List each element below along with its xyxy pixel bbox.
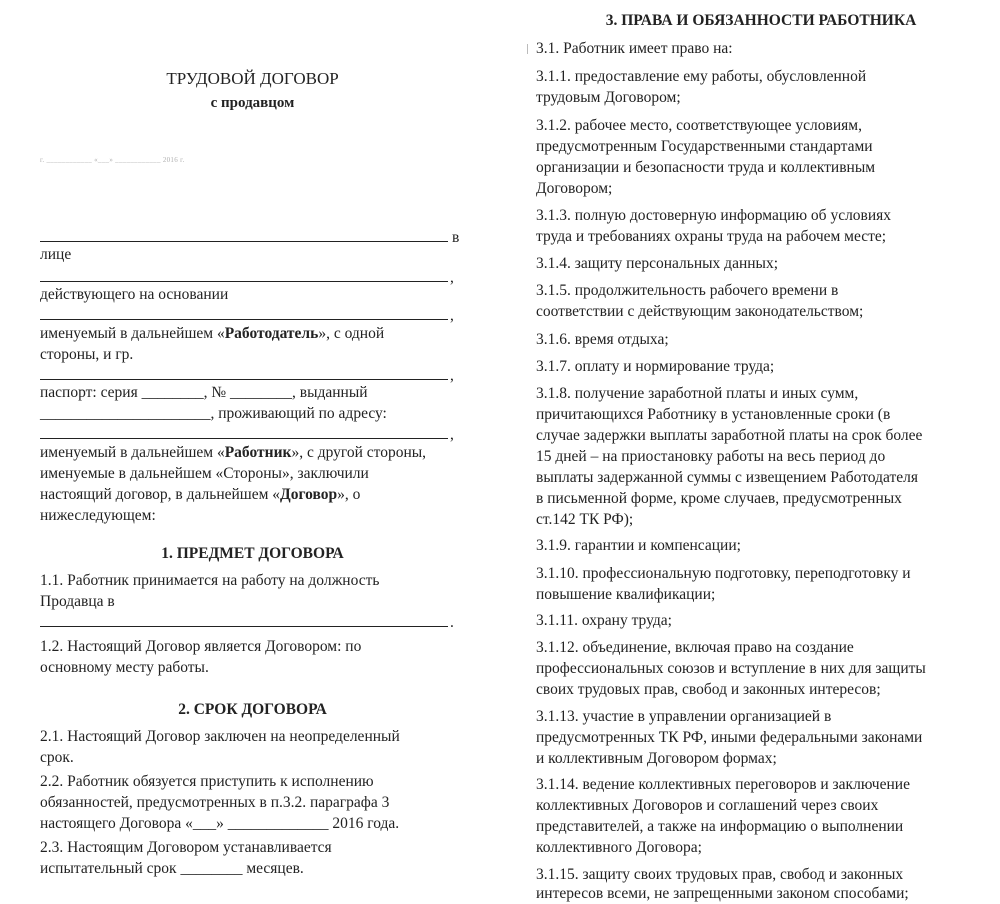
s3-line: ст.142 ТК РФ); bbox=[536, 511, 634, 528]
section3-heading: 3. ПРАВА И ОБЯЗАННОСТИ РАБОТНИКА bbox=[605, 12, 917, 29]
s3-line: случае задержки выплаты заработной платы на срок более bbox=[536, 427, 923, 444]
together-line: именуемые в дальнейшем «Стороны», заключили bbox=[40, 465, 369, 482]
s2-p2-line3: настоящего Договора «___» _____________ 2016 года. bbox=[40, 815, 400, 832]
s3-line: коллективных Договоров и соглашений через своих bbox=[536, 797, 879, 814]
s2-p3-line2: испытательный срок ________ месяцев. bbox=[40, 860, 304, 877]
acting-basis: действующего на основании bbox=[40, 286, 229, 303]
s3-line: 3.1.14. ведение коллективных переговоров и заключение bbox=[536, 776, 910, 793]
residing-line: ______________________, проживающий по адресу: bbox=[40, 405, 387, 422]
s3-line: 15 дней – на приостановку работы на весь период до bbox=[536, 448, 886, 465]
blank-line-address bbox=[40, 438, 448, 439]
s2-p2-line1: 2.2. Работник обязуется приступить к исполнению bbox=[40, 773, 374, 790]
s3-line: 3.1.15. защиту своих трудовых прав, свобод и законных bbox=[536, 866, 904, 883]
document-subtitle: с продавцом bbox=[210, 95, 295, 111]
s3-line: 3.1.6. время отдыха; bbox=[536, 331, 669, 348]
s1-p2-line2: основному месту работы. bbox=[40, 659, 209, 676]
s3-line: выплаты задержанной суммы с извещением Работодателя bbox=[536, 469, 918, 486]
s3-line: соответствии с действующим законодательством; bbox=[536, 303, 864, 320]
s3-line: 3.1.11. охрану труда; bbox=[536, 612, 672, 629]
s3-line: 3.1. Работник имеет право на: bbox=[536, 40, 733, 57]
s3-line: предусмотренным Государственными стандартами bbox=[536, 138, 873, 155]
s3-line: 3.1.4. защиту персональных данных; bbox=[536, 255, 779, 272]
s1-p1-line2: Продавца в bbox=[40, 593, 115, 610]
s3-line: труда и требованиях охраны труда на рабочем месте; bbox=[536, 228, 887, 245]
comma-2: , bbox=[450, 307, 454, 324]
contract-term: Договор bbox=[280, 486, 338, 503]
blank-line-position bbox=[40, 626, 448, 627]
s2-p3-line1: 2.3. Настоящим Договором устанавливается bbox=[40, 839, 332, 856]
comma-1: , bbox=[450, 269, 454, 286]
s3-line: предусмотренных ТК РФ, иными федеральными законами bbox=[536, 729, 923, 746]
s3-line: трудовым Договором; bbox=[536, 89, 681, 106]
s3-line: представителей, а также на информацию о выполнении bbox=[536, 818, 904, 835]
passport-line: паспорт: серия ________, № ________, выданный bbox=[40, 384, 368, 401]
margin-mark bbox=[527, 44, 528, 54]
trail-v: в bbox=[452, 229, 460, 246]
side-one: стороны, и гр. bbox=[40, 346, 134, 363]
s3-line: Договором; bbox=[536, 180, 613, 197]
blank-line-citizen bbox=[40, 379, 448, 380]
worker-term: Работник bbox=[224, 444, 292, 461]
s3-line: и коллективным Договором формах; bbox=[536, 750, 777, 767]
employer-term: Работодатель bbox=[224, 325, 319, 342]
s3-line: профессиональных союзов и вступление в них для защиты bbox=[536, 660, 926, 677]
s3-line: своих трудовых прав, свобод и законных интересов; bbox=[536, 681, 881, 698]
section2-heading: 2. СРОК ДОГОВОРА bbox=[178, 701, 327, 718]
blank-line-basis bbox=[40, 319, 448, 320]
s1-p2-line1: 1.2. Настоящий Договор является Договором: по bbox=[40, 638, 362, 655]
blank-line-employer bbox=[40, 241, 448, 242]
s3-line: организации и безопасности труда и коллективным bbox=[536, 159, 876, 176]
s3-line: в письменной форме, кроме случаев, предусмотренных bbox=[536, 490, 902, 507]
s2-p2-line2: обязанностей, предусмотренных в п.3.2. параграфа 3 bbox=[40, 794, 390, 811]
blank-line-representative bbox=[40, 281, 448, 282]
lico-label: лице bbox=[40, 246, 72, 263]
s3-line: 3.1.10. профессиональную подготовку, переподготовку и bbox=[536, 565, 911, 582]
s3-line: 3.1.9. гарантии и компенсации; bbox=[536, 537, 741, 554]
s3-line: повышение квалификации; bbox=[536, 586, 716, 603]
contract-clause: настоящий договор, в дальнейшем «Договор», о bbox=[40, 486, 361, 503]
s3-line: 3.1.7. оплату и нормирование труда; bbox=[536, 358, 775, 375]
s2-p1-line2: срок. bbox=[40, 749, 74, 766]
s3-line: 3.1.1. предоставление ему работы, обусловленной bbox=[536, 68, 867, 85]
comma-3: , bbox=[450, 367, 454, 384]
employer-clause: именуемый в дальнейшем «Работодатель», с одной bbox=[40, 325, 385, 342]
s3-line: 3.1.8. получение заработной платы и иных сумм, bbox=[536, 385, 859, 402]
comma-4: , bbox=[450, 426, 454, 443]
below-line: нижеследующем: bbox=[40, 507, 156, 524]
s3-line: 3.1.2. рабочее место, соответствующее условиям, bbox=[536, 117, 862, 134]
s3-line: коллективного Договора; bbox=[536, 839, 702, 856]
s3-line: 3.1.13. участие в управлении организацией в bbox=[536, 708, 832, 725]
s3-line: причитающихся Работнику в установленные сроки (в bbox=[536, 406, 891, 423]
s2-p1-line1: 2.1. Настоящий Договор заключен на неопределенный bbox=[40, 728, 400, 745]
s3-line: 3.1.5. продолжительность рабочего времени в bbox=[536, 282, 839, 299]
s1-dot: . bbox=[450, 614, 454, 631]
date-line: г. ____________ «___» ____________ 2016 г. bbox=[40, 156, 185, 164]
s3-line: 3.1.12. объединение, включая право на создание bbox=[536, 639, 854, 656]
section1-heading: 1. ПРЕДМЕТ ДОГОВОРА bbox=[161, 545, 344, 562]
s3-line: 3.1.3. полную достоверную информацию об условиях bbox=[536, 207, 892, 224]
s1-p1-line1: 1.1. Работник принимается на работу на должность bbox=[40, 572, 380, 589]
worker-clause: именуемый в дальнейшем «Работник», с другой стороны, bbox=[40, 444, 427, 461]
s3-line: интересов всеми, не запрещенными законом способами; bbox=[536, 885, 909, 902]
document-title: ТРУДОВОЙ ДОГОВОР bbox=[166, 69, 339, 88]
